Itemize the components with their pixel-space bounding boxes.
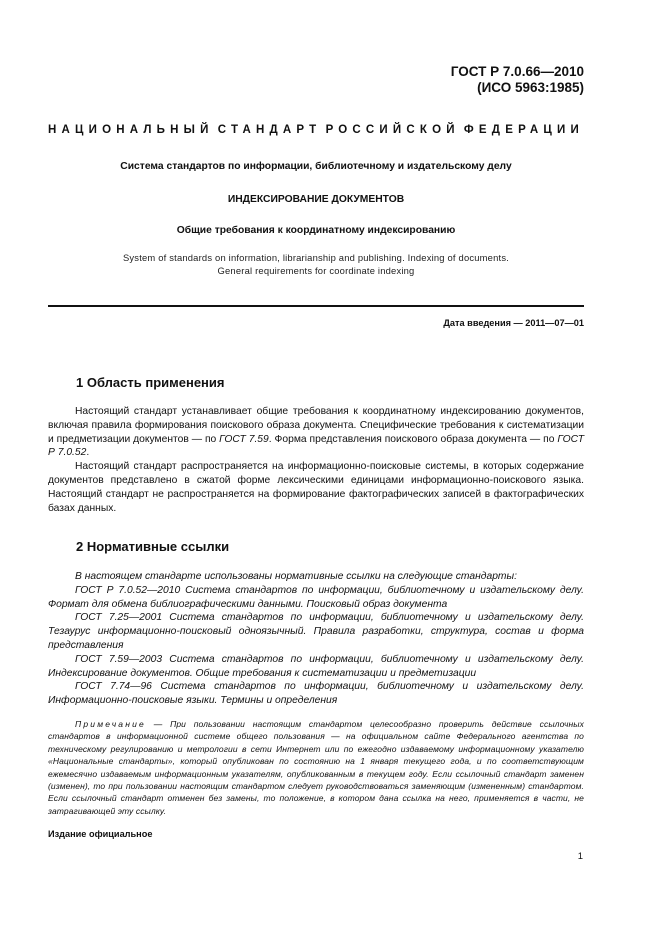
iso-equivalent: (ИСО 5963:1985) — [477, 80, 584, 95]
english-title-line: System of standards on information, librarianship and publishing. Indexing of documents. — [122, 252, 510, 263]
title-divider — [48, 305, 584, 307]
page-number: 1 — [577, 851, 583, 862]
paragraph: Настоящий стандарт распространяется на информационно-поисковые системы, в которых содержание документов представлено в сжатой форме лексическими единицами информационно-поискового языка. Настоящий стандарт не распространяется на формирование фактографических записей в фактографических базах данных. — [48, 461, 584, 514]
section-references-body — [48, 570, 584, 708]
reference-link: ГОСТ 7.59 — [219, 433, 269, 445]
reference-item: ГОСТ 7.74—96 Система стандартов по информации, библиотечному и издательскому делу. Информационно-поисковые языки. Термины и определения — [48, 681, 584, 707]
standard-code: ГОСТ Р 7.0.66—2010 — [450, 64, 584, 79]
paragraph: Настоящий стандарт устанавливает общие требования к координатному индексированию документов, включая правила формирования поискового образа документа. Специфические требования к систематизации и предметизации документов — по ГОСТ 7.59. Форма представления поискового образа документа — по ГОСТ Р 7.0.52. — [48, 406, 584, 459]
reference-item: ГОСТ Р 7.0.52—2010 Система стандартов по информации, библиотечному и издательскому делу. Формат для обмена библиографическими данными. Поисковый образ документа — [48, 584, 584, 610]
banner-word: СТАНДАРТ — [217, 124, 322, 136]
note-label: Примечание — [75, 719, 146, 729]
national-standard-banner — [48, 124, 584, 136]
standard-designation — [451, 64, 584, 96]
standard-series: Система стандартов по информации, библиотечному и издательскому делу — [120, 161, 512, 172]
section-scope-body — [48, 405, 584, 515]
banner-word: ФЕДЕРАЦИИ — [463, 124, 584, 136]
english-title-line: General requirements for coordinate indexing — [217, 265, 415, 276]
reference-item: ГОСТ 7.59—2003 Система стандартов по информации, библиотечному и издательскому делу. Индексирование документов. Общие требования к систематизации и предметизации — [48, 653, 584, 679]
note-text: — При пользовании настоящим стандартом целесообразно проверить действие ссылочных стандартов в информационной системе общего пользования — на официальном сайте Федерального агентства по техническому регулированию и метрологии в сети Интернет или по ежегодно издаваемому информационному указателю «Национальные стандарты», который опубликован по состоянию на 1 января текущего года, и по соответствующим ежемесячно издаваемым информационным указателям, опубликованным в текущем году. Если ссылочный стандарт заменен (изменен), то при пользовании настоящим стандартом следует руководствоваться заменяющим (измененным) стандартом. Если ссылочный стандарт отменен без замены, то положение, в котором дана ссылка на него, применяется в части, не затрагивающей эту ссылку. — [48, 719, 584, 816]
section-heading-references: 2 Нормативные ссылки — [76, 539, 230, 554]
paragraph: В настоящем стандарте использованы нормативные ссылки на следующие стандарты: — [75, 571, 517, 582]
document-title: ИНДЕКСИРОВАНИЕ ДОКУМЕНТОВ — [227, 194, 405, 205]
official-edition-label: Издание официальное — [48, 829, 153, 839]
english-title — [48, 251, 584, 277]
reference-item: ГОСТ 7.25—2001 Система стандартов по информации, библиотечному и издательскому делу. Тезаурус информационно-поисковый одноязычный. Правила разработки, структура, состав и форма представления — [48, 612, 584, 651]
reference-link: ГОСТ Р 7.0.52 — [48, 433, 584, 459]
banner-word: НАЦИОНАЛЬНЫЙ — [48, 124, 214, 136]
banner-word: РОССИЙСКОЙ — [325, 124, 460, 136]
section-heading-scope: 1 Область применения — [76, 375, 225, 390]
note — [48, 718, 584, 817]
introduction-date: Дата введения — 2011—07—01 — [443, 318, 584, 328]
document-subtitle: Общие требования к координатному индексированию — [176, 225, 456, 236]
